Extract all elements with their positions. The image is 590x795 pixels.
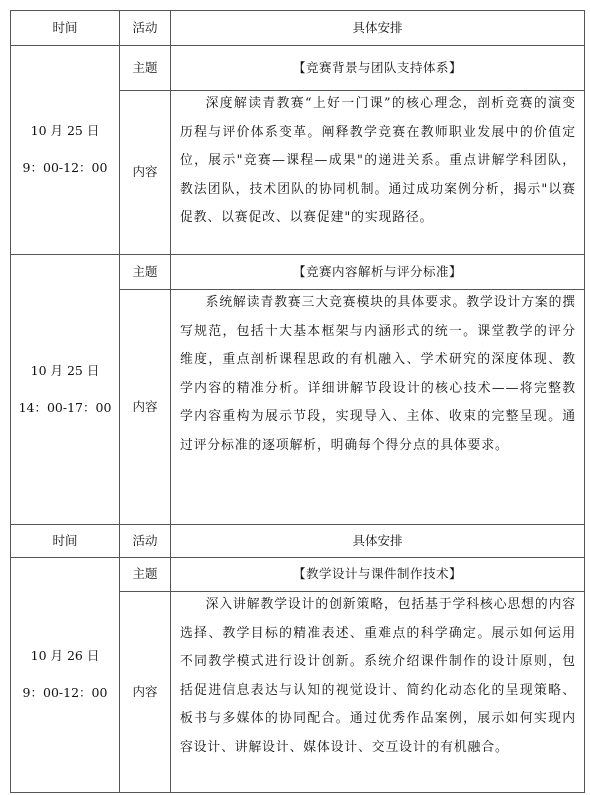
session-theme: 【竞赛内容解析与评分标准】 (292, 263, 462, 279)
session-date: 10 月 25 日 (30, 123, 100, 139)
content-label: 内容 (132, 398, 158, 414)
header-activity: 活动 (132, 532, 158, 548)
session-hours: 9：00-12：00 (22, 160, 108, 175)
theme-label: 主题 (132, 263, 158, 279)
header-detail: 具体安排 (352, 19, 403, 35)
header-detail: 具体安排 (352, 532, 403, 548)
session-hours: 14：00-17：00 (18, 399, 112, 415)
session-hours: 9：00-12：00 (22, 685, 108, 700)
rule (584, 10, 585, 793)
session-time-cell (11, 558, 119, 792)
theme-label: 主题 (132, 566, 158, 582)
session-date: 10 月 25 日 (30, 362, 100, 378)
content-label: 内容 (132, 164, 158, 180)
session-date: 10 月 26 日 (30, 648, 100, 664)
content-label: 内容 (132, 683, 158, 699)
session-time-cell (11, 46, 119, 254)
rule (10, 792, 585, 793)
header-time: 时间 (52, 532, 78, 548)
header-activity: 活动 (132, 19, 158, 35)
session-content: 深入讲解教学设计的创新策略，包括基于学科核心思想的内容选择、教学目标的精准表述、重难点的科学确定。展示如何运用不同教学模式进行设计创新。系统介绍课件制作的设计原则，包括促进信息表达与认知的视觉设计、简约化动态化的呈现策略、板书与多媒体的协同配合。通过优秀作品案例，展示如何实现内容设计、讲解设计、媒体设计、交互设计的有机融合。 (180, 597, 576, 755)
session-theme: 【教学设计与课件制作技术】 (292, 566, 462, 582)
session-theme: 【竞赛背景与团队支持体系】 (292, 59, 462, 75)
session-content: 系统解读青教赛三大竞赛模块的具体要求。教学设计方案的撰写规范，包括十大基本框架与内涵形式的统一。课堂教学的评分维度，重点剖析课程思政的有机融入、学术研究的深度体现、教学内容的精准分析。详细讲解节段设计的核心技术——将完整教学内容重构为展示节段，实现导入、主体、收束的完整呈现。通过评分标准的逐项解析，明确每个得分点的具体要求。 (180, 295, 576, 453)
rule (170, 10, 171, 793)
session-time-cell (11, 255, 119, 524)
header-time: 时间 (52, 19, 78, 35)
theme-label: 主题 (132, 59, 158, 75)
session-content: 深度解读青教赛“上好一门课”的核心理念，剖析竞赛的演变历程与评价体系变革。阐释教学竞赛在教师职业发展中的价值定位，展示"竞赛—课程—成果"的递进关系。重点讲解学科团队，教法团队，技术团队的协同机制。通过成功案例分析，揭示"以赛促教、以赛促改、以赛促建"的实现路径。 (180, 96, 576, 225)
